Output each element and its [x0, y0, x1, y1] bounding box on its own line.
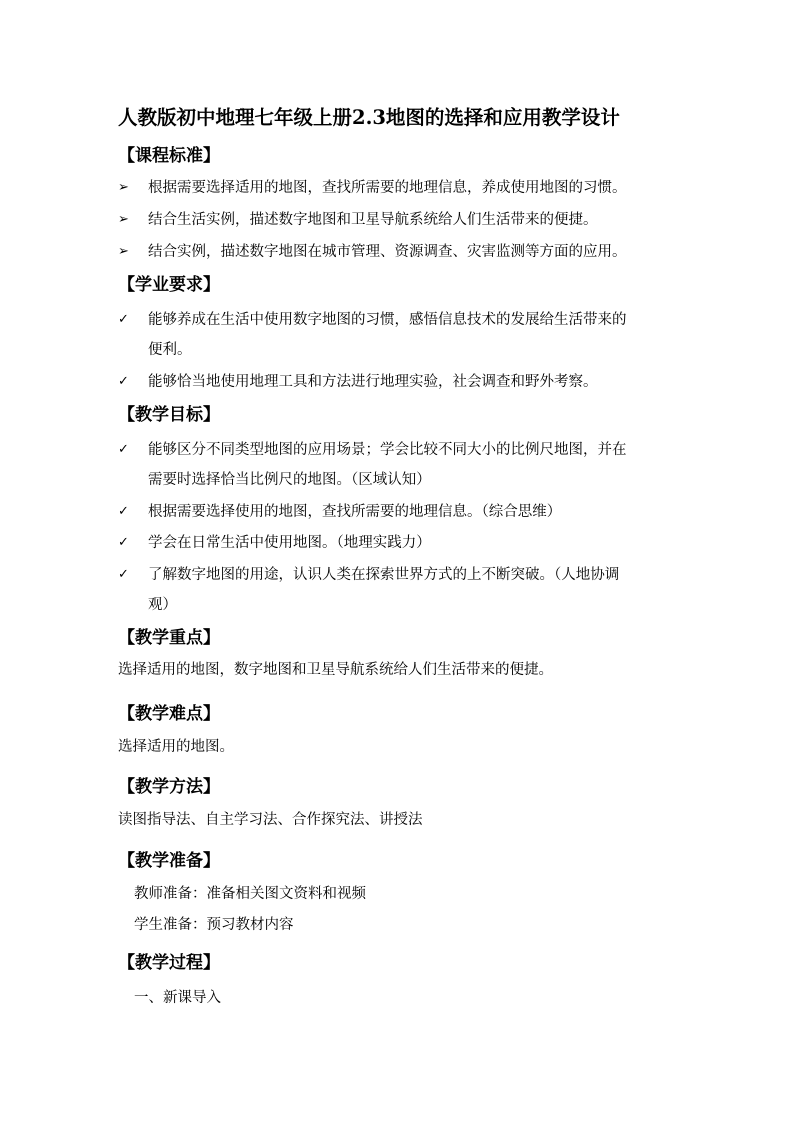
arrow-bullet-icon: ➢ — [118, 180, 129, 195]
difficulties-text: 选择适用的地图。 — [118, 739, 234, 755]
heading-academic-requirements: 【学业要求】 — [118, 275, 220, 295]
heading-teaching-objectives: 【教学目标】 — [118, 405, 220, 425]
student-preparation-text: 学生准备：预习教材内容 — [134, 917, 294, 933]
heading-key-points: 【教学重点】 — [118, 628, 220, 648]
arrow-bullet-icon: ➢ — [118, 212, 129, 227]
check-bullet-icon: ✓ — [118, 567, 129, 582]
heading-preparation: 【教学准备】 — [118, 851, 220, 871]
teacher-preparation-text: 教师准备：准备相关图文资料和视频 — [134, 886, 366, 902]
key-points-text: 选择适用的地图，数字地图和卫星导航系统给人们生活带来的便捷。 — [118, 662, 553, 678]
heading-difficulties: 【教学难点】 — [118, 704, 220, 724]
document-page: 人教版初中地理七年级上册2.3地图的选择和应用教学设计 【课程标准】 ➢ 根据需要选择适用的地图，查找所需要的地理信息，养成使用地图的习惯。 ➢ 结合生活实例，描述数字地图和卫星导航系统给人们生活带来的便捷。 ➢ 结合实例，描述数字地图在城市管理、资源调查、灾害监测等方面的应用。 【学业要求】 ✓ 能够养成在生活中使用数字地图的习惯，感悟信息技术的发展给生活带来的 便利。 ✓ 能够恰当地使用地理工具和方法进行地理实验，社会调查和野外考察。 【教学目标】 ✓ 能够区分不同类型地图的应用场景；学会比较不同大小的比例尺地图，并在 需要时选择恰当比例尺的地图。（区域认知） ✓ 根据需要选择使用的地图，查找所需要的地理信息。（综合思维） ✓ 学会在日常生活中使用地图。（地理实践力） ✓ 了解数字地图的用途，认识人类在探索世界方式的上不断突破。（人地协调 观） 【教学重点】 选择适用的地图，数字地图和卫星导航系统给人们生活带来的便捷。 【教学难点】 选择适用的地图。 【教学方法】 读图指导法、自主学习法、合作探究法、讲授法 【教学准备】 教师准备：准备相关图文资料和视频 学生准备：预习教材内容 【教学过程】 一、新课导入 — [0, 0, 794, 1123]
check-bullet-icon: ✓ — [118, 442, 129, 457]
heading-process: 【教学过程】 — [118, 953, 220, 973]
heading-methods: 【教学方法】 — [118, 777, 220, 797]
check-bullet-icon: ✓ — [118, 535, 129, 550]
process-step-text: 一、新课导入 — [134, 990, 221, 1006]
check-bullet-icon: ✓ — [118, 504, 129, 519]
check-bullet-icon: ✓ — [118, 312, 129, 327]
document-title: 人教版初中地理七年级上册2.3地图的选择和应用教学设计 — [118, 106, 620, 129]
heading-curriculum-standard: 【课程标准】 — [118, 146, 220, 166]
check-bullet-icon: ✓ — [118, 374, 129, 389]
arrow-bullet-icon: ➢ — [118, 244, 129, 259]
methods-text: 读图指导法、自主学习法、合作探究法、讲授法 — [118, 812, 423, 828]
